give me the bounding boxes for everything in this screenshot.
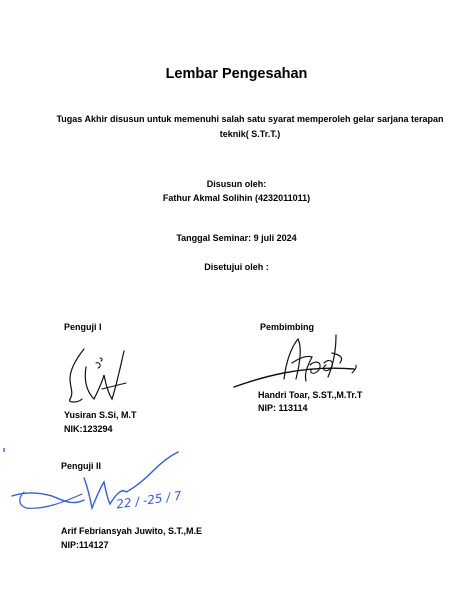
author-label: Disusun oleh:	[206, 179, 267, 189]
examiner-1-name: Yusiran S.Si, M.T	[64, 410, 137, 420]
supervisor-signature	[232, 333, 362, 393]
page-title: Lembar Pengesahan	[165, 66, 308, 82]
examiner-1-id: NIK:123294	[64, 424, 113, 434]
examiner-2-id: NIP:114127	[61, 540, 109, 550]
examiner-2-role: Penguji II	[61, 461, 102, 471]
examiner-1-signature	[62, 345, 128, 407]
examiner-1-role: Penguji I	[64, 322, 102, 332]
author-name: Fathur Akmal Solihin (4232011011)	[162, 193, 311, 203]
approved-by-label: Disetujui oleh :	[204, 262, 269, 272]
seminar-date: Tanggal Seminar: 9 juli 2024	[176, 233, 297, 243]
examiner-2-signature-date: 22 / -25 / 7	[115, 488, 183, 512]
thesis-description: Tugas Akhir disusun untuk memenuhi salah satu syarat memperoleh gelar sarjana terapan teknik( S.Tr.T.)	[56, 114, 444, 139]
supervisor-id: NIP: 113114	[258, 403, 308, 413]
supervisor-role: Pembimbing	[260, 322, 315, 332]
supervisor-name: Handri Toar, S.ST.,M.Tr.T	[258, 390, 363, 400]
examiner-2-signature	[4, 448, 184, 528]
examiner-2-name: Arif Febriansyah Juwito, S.T.,M.E	[61, 526, 203, 536]
